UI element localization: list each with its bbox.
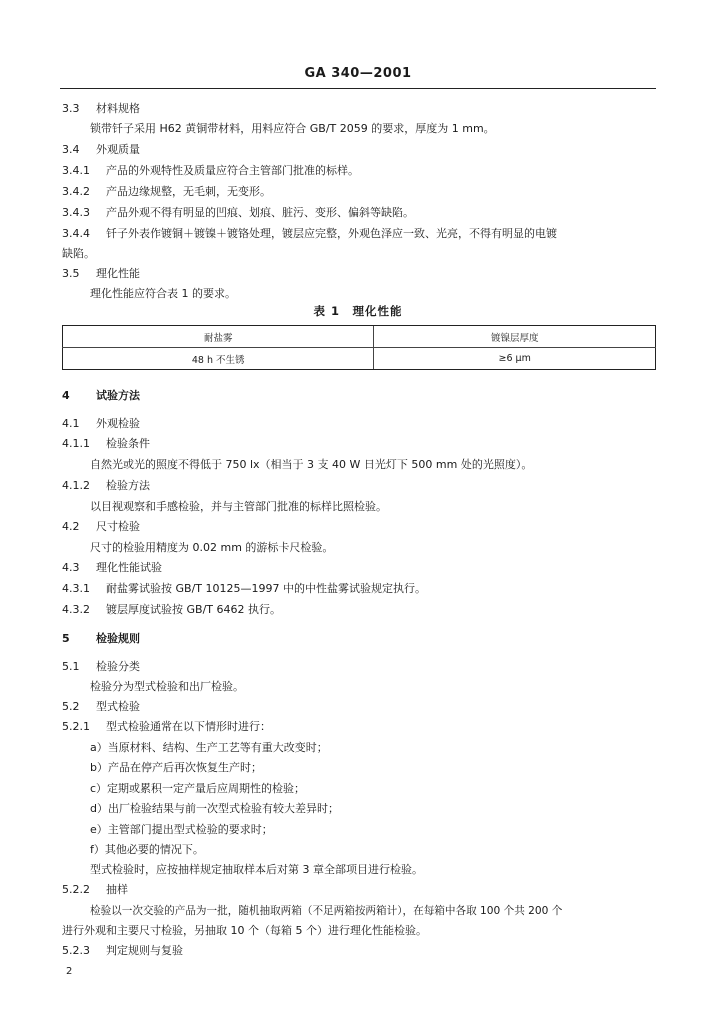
section-4-3-2: 4.3.2 镀层厚度试验按 GB/T 6462 执行。	[62, 603, 281, 616]
list-item: e）主管部门提出型式检验的要求时；	[90, 823, 273, 836]
section-5-2-1-closing: 型式检验时，应按抽样规定抽取样本后对第 3 章全部项目进行检验。	[90, 863, 423, 876]
section-4-1-2-text: 以目视观察和手感检验，并与主管部门批准的标样比照检验。	[90, 500, 387, 513]
table-header-salt-spray: 耐盐雾	[63, 326, 374, 348]
page-number: 2	[66, 966, 73, 977]
table-cell-salt-spray: 48 h 不生锈	[63, 348, 374, 370]
section-4-heading: 4 试验方法	[62, 389, 140, 402]
section-5-2-2-continued: 进行外观和主要尺寸检验，另抽取 10 个（每箱 5 个）进行理化性能检验。	[62, 924, 427, 937]
section-5-1-heading: 5.1 检验分类	[62, 660, 140, 673]
section-4-2-heading: 4.2 尺寸检验	[62, 520, 140, 533]
table-1	[62, 325, 656, 370]
section-4-1-heading: 4.1 外观检验	[62, 417, 140, 430]
section-4-3-1: 4.3.1 耐盐雾试验按 GB/T 10125—1997 中的中性盐雾试验规定执行。	[62, 582, 426, 595]
section-5-2-3-heading: 5.2.3 判定规则与复验	[62, 944, 183, 957]
section-3-3-text: 锁带钎子采用 H62 黄铜带材料，用料应符合 GB/T 2059 的要求，厚度为 1 mm。	[90, 122, 495, 135]
table-cell-nickel-thickness: ≥6 μm	[374, 348, 656, 370]
table-1-title: 表 1 理化性能	[313, 304, 403, 318]
section-4-3-heading: 4.3 理化性能试验	[62, 561, 162, 574]
section-4-1-1-heading: 4.1.1 检验条件	[62, 437, 150, 450]
section-3-4-1: 3.4.1 产品的外观特性及质量应符合主管部门批准的标样。	[62, 164, 359, 177]
section-3-4-heading: 3.4 外观质量	[62, 143, 140, 156]
table-header-row	[63, 326, 656, 348]
section-3-4-3: 3.4.3 产品外观不得有明显的凹痕、划痕、脏污、变形、偏斜等缺陷。	[62, 206, 414, 219]
section-4-1-1-text: 自然光或光的照度不得低于 750 lx（相当于 3 支 40 W 日光灯下 500 mm 处的光照度）。	[90, 458, 533, 471]
section-4-2-text: 尺寸的检验用精度为 0.02 mm 的游标卡尺检验。	[90, 541, 334, 554]
section-5-2-1: 5.2.1 型式检验通常在以下情形时进行：	[62, 720, 271, 733]
header-rule	[60, 88, 656, 89]
document-header: GA 340—2001	[304, 66, 412, 81]
table-header-nickel-thickness: 镀镍层厚度	[374, 326, 656, 348]
section-3-4-2: 3.4.2 产品边缘规整，无毛刺，无变形。	[62, 185, 271, 198]
section-5-2-2-heading: 5.2.2 抽样	[62, 883, 128, 896]
list-item: a）当原材料、结构、生产工艺等有重大改变时；	[90, 741, 328, 754]
section-3-5-text: 理化性能应符合表 1 的要求。	[90, 287, 236, 300]
list-item: b）产品在停产后再次恢复生产时；	[90, 761, 262, 774]
section-3-3-heading: 3.3 材料规格	[62, 102, 140, 115]
section-4-1-2-heading: 4.1.2 检验方法	[62, 479, 150, 492]
section-3-4-4-continued: 缺陷。	[62, 247, 95, 260]
section-5-2-heading: 5.2 型式检验	[62, 700, 140, 713]
list-item: c）定期或累积一定产量后应周期性的检验；	[90, 782, 306, 795]
section-5-2-2-text: 检验以一次交验的产品为一批，随机抽取两箱（不足两箱按两箱计），在每箱中各取 100 个共 200 个	[90, 905, 563, 917]
section-5-1-text: 检验分为型式检验和出厂检验。	[90, 680, 244, 693]
section-5-heading: 5 检验规则	[62, 632, 140, 645]
list-item: d）出厂检验结果与前一次型式检验有较大差异时；	[90, 802, 339, 815]
table-row	[63, 348, 656, 370]
section-3-4-4: 3.4.4 钎子外表作镀铜＋镀镍＋镀铬处理，镀层应完整，外观色泽应一致、光亮，不得有明显的电镀	[62, 227, 557, 240]
list-item: f）其他必要的情况下。	[90, 843, 204, 856]
section-3-5-heading: 3.5 理化性能	[62, 267, 140, 280]
